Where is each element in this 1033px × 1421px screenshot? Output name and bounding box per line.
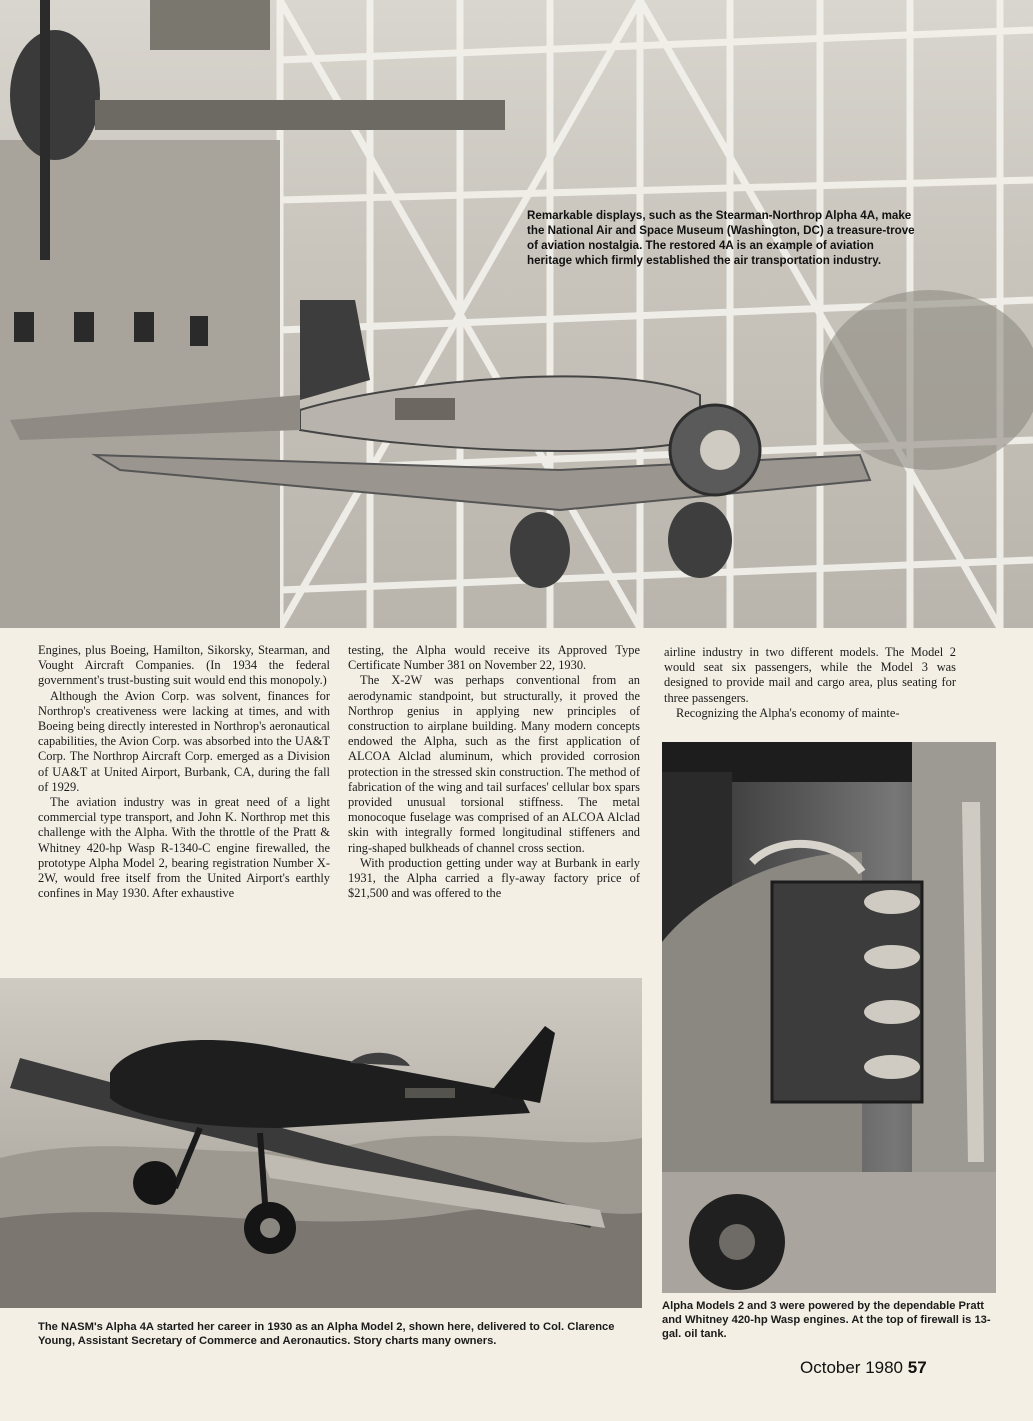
museum-display-photo [0,0,1033,628]
column2-paragraph-3: With production getting under way at Burbank in early 1931, the Alpha carried a fly-away factory price of $21,500 and was offered to the [348,855,640,901]
column2-paragraph-1: testing, the Alpha would receive its Approved Type Certificate Number 381 on November 22, 1930. [348,643,640,673]
bottom-left-photo-caption: The NASM's Alpha 4A started her career in 1930 as an Alpha Model 2, shown here, delivered to Col. Clarence Young, Assistant Secretary of Commerce and Aeronautics. Story charts many owners. [38,1321,615,1347]
alpha-in-flight-photo [0,978,642,1308]
museum-hall-illustration [0,0,1033,628]
article-column-3 [664,645,956,721]
right-photo-caption: Alpha Models 2 and 3 were powered by the dependable Pratt and Whitney 420-hp Wasp engines. At the top of firewall is 13-gal. oil tank. [662,1300,991,1340]
wasp-engine-photo [662,742,996,1293]
flying-plane-illustration [0,978,642,1308]
column3-paragraph-2: Recognizing the Alpha's economy of mainte- [676,705,900,720]
page-footer [800,1358,980,1378]
issue-date: October 1980 [800,1358,904,1377]
column1-paragraph-1: Engines, plus Boeing, Hamilton, Sikorsky, Stearman, and Vought Aircraft Companies. (In 1934 the federal government's trust-busting suit would end this monopoly.) [38,643,330,688]
article-column-2 [348,643,640,901]
top-photo-caption: Remarkable displays, such as the Stearman-Northrop Alpha 4A, make the National Air and Space Museum (Washington, DC) a treasure-trove of aviation nostalgia. The restored 4A is an example of aviation heritage which firmly established the air transportation industry. [527,209,915,267]
column1-paragraph-3: The aviation industry was in great need of a light commercial type transport, and John K. Northrop met this challenge with the Alpha. With the throttle of the Pratt & Whitney 420-hp Wasp R-1340-C engine firewalled, the prototype Alpha Model 2, bearing registration Number X-2W, would free itself from the United Airport's earthly confines in May 1930. After exhaustive [38,795,330,901]
page-number: 57 [907,1358,927,1377]
engine-hangar-illustration [662,742,996,1293]
article-column-1 [38,643,330,901]
column1-paragraph-2: Although the Avion Corp. was solvent, finances for Northrop's creativeness were lacking at times, and with Boeing being directly interested in Northrop's aeronautical capabilities, the Avion Corp. was absorbed into the UA&T Corp. The Northrop Aircraft Corp. emerged as a Division of UA&T at United Airport, Burbank, CA, during the fall of 1929. [38,688,330,794]
column3-paragraph-1: airline industry in two different models. The Model 2 would seat six passengers, while the Model 3 was designed to provide mail and cargo area, plus seating for three passengers. [664,645,956,705]
column2-paragraph-2: The X-2W was perhaps conventional from an aerodynamic standpoint, but structurally, it proved the Northrop genius in applying new principles of construction to airplane building. Many modern concepts endowed the Alpha, such as the first application of ALCOA Alclad aluminum, which provided corrosion protection in the stressed skin construction. The method of fabrication of the wing and tail surfaces' cellular box spars provided unusual torsional stiffness. The metal monocoque fuselage was comprised of an ALCOA Alclad skin with integrally formed longitudinal stiffeners and ring-shaped bulkheads of channel cross section. [348,673,640,855]
